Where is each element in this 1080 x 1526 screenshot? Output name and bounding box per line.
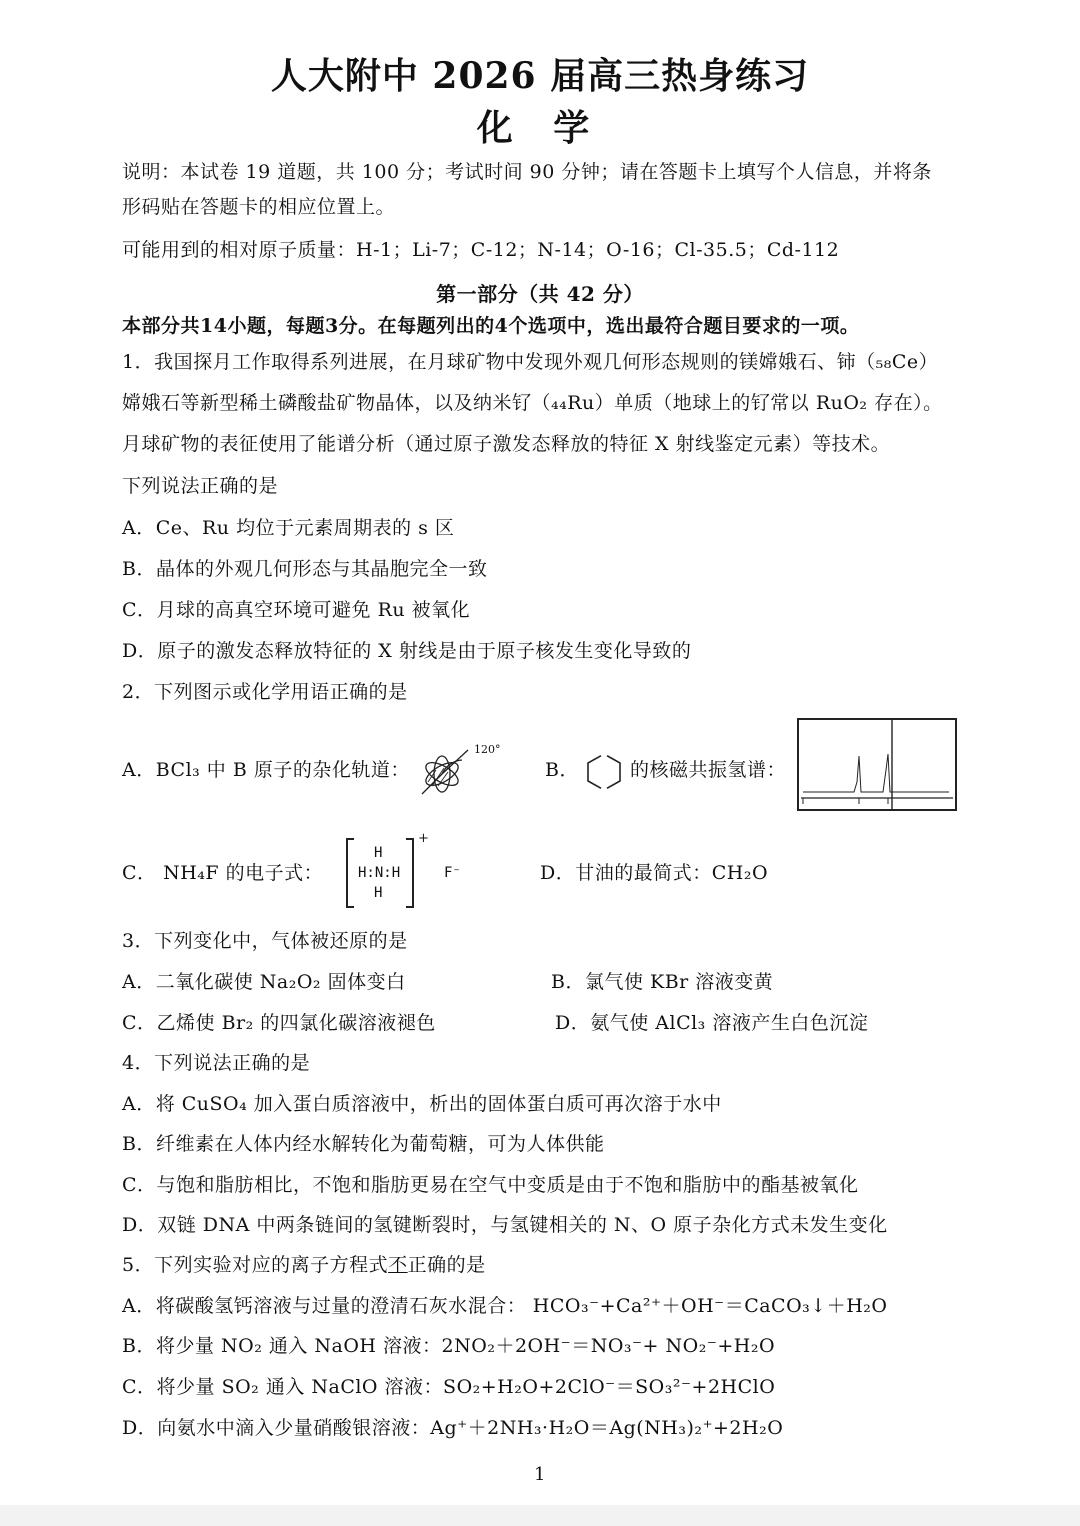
q3-option-a: A．二氧化碳使 Na₂O₂ 固体变白 (122, 971, 406, 993)
part-heading: 第一部分（共 42 分） (436, 282, 644, 306)
q3-option-d: D．氨气使 AlCl₃ 溶液产生白色沉淀 (555, 1012, 869, 1034)
q5-option-c: C．将少量 SO₂ 通入 NaClO 溶液：SO₂+H₂O+2ClO⁻＝SO₃²⁻+2HClO (122, 1376, 776, 1398)
scan-bottom-edge (0, 1505, 1080, 1526)
electron-formula-charge: + (418, 831, 429, 846)
q3-stem: 3．下列变化中，气体被还原的是 (122, 930, 408, 952)
q4-option-d: D．双链 DNA 中两条链间的氢键断裂时，与氢键相关的 N、O 原子杂化方式未发生变化 (122, 1214, 888, 1236)
q5-stem-negation: 不 (388, 1254, 408, 1276)
q4-stem: 4．下列说法正确的是 (122, 1052, 311, 1074)
instructions-line-2: 形码贴在答题卡的相应位置上。 (122, 196, 396, 218)
q1-option-b: B．晶体的外观几何形态与其晶胞完全一致 (122, 558, 488, 580)
subject-title: 化 学 (476, 107, 604, 149)
part-intro: 本部分共14小题，每题3分。在每题列出的4个选项中，选出最符合题目要求的一项。 (122, 315, 860, 337)
electron-formula-fluoride: F⁻ (444, 865, 461, 881)
q1-option-a: A．Ce、Ru 均位于元素周期表的 s 区 (122, 517, 455, 539)
q1-option-d: D．原子的激发态释放特征的 X 射线是由于原子核发生变化导致的 (122, 640, 692, 662)
right-bracket (406, 838, 414, 908)
exam-title: 人大附中 2026 届高三热身练习 (270, 55, 810, 97)
q5-option-d: D．向氨水中滴入少量硝酸银溶液：Ag⁺＋2NH₃·H₂O＝Ag(NH₃)₂⁺+2H₂O (122, 1417, 784, 1439)
q5-option-a: A．将碳酸氢钙溶液与过量的澄清石灰水混合： HCO₃⁻+Ca²⁺＋OH⁻＝CaCO₃↓＋H₂O (122, 1295, 888, 1317)
electron-formula-h-bottom: H (374, 885, 383, 901)
q5-stem-start: 5．下列实验对应的离子方程式 (122, 1254, 389, 1276)
q2-option-c: C． NH₄F 的电子式： (122, 862, 324, 884)
q1-stem-line-4: 下列说法正确的是 (122, 475, 279, 497)
nmr-spectrum-figure (797, 718, 957, 811)
orbital-angle-label: 120° (474, 743, 501, 756)
left-bracket (346, 838, 354, 908)
atomic-masses: 可能用到的相对原子质量：H-1；Li-7；C-12；N-14；O-16；Cl-35.5；Cd-112 (122, 239, 840, 261)
q2-stem: 2．下列图示或化学用语正确的是 (122, 681, 408, 703)
q1-stem-line-1: 1．我国探月工作取得系列进展，在月球矿物中发现外观几何形态规则的镁嫦娥石、铈（₅₈Ce） (122, 351, 939, 373)
q5-stem (122, 1256, 486, 1275)
q4-option-c: C．与饱和脂肪相比，不饱和脂肪更易在空气中变质是由于不饱和脂肪中的酯基被氧化 (122, 1174, 859, 1196)
dioxane-ring-structure (582, 750, 626, 794)
q2-option-b-text: 的核磁共振氢谱： (630, 759, 787, 781)
q5-option-b: B．将少量 NO₂ 通入 NaOH 溶液：2NO₂＋2OH⁻＝NO₃⁻+ NO₂⁻+H₂O (122, 1335, 776, 1357)
q5-stem-end: 正确的是 (407, 1254, 486, 1276)
q4-option-b: B．纤维素在人体内经水解转化为葡萄糖，可为人体供能 (122, 1133, 605, 1155)
q2-option-b-letter: B． (545, 759, 579, 781)
q2-option-d: D．甘油的最简式：CH₂O (540, 862, 769, 884)
page-number: 1 (534, 1464, 546, 1485)
q1-option-c: C．月球的高真空环境可避免 Ru 被氧化 (122, 599, 471, 621)
q3-option-b: B．氯气使 KBr 溶液变黄 (551, 971, 774, 993)
electron-formula-middle: H:N:H (358, 865, 401, 881)
instructions-line-1: 说明：本试卷 19 道题，共 100 分；考试时间 90 分钟；请在答题卡上填写个人信息，并将条 (122, 161, 932, 183)
q1-stem-line-3: 月球矿物的表征使用了能谱分析（通过原子激发态释放的特征 X 射线鉴定元素）等技术。 (122, 433, 891, 455)
q1-stem-line-2: 嫦娥石等新型稀土磷酸盐矿物晶体，以及纳米钌（₄₄Ru）单质（地球上的钌常以 RuO₂ 存在）。 (122, 392, 943, 414)
electron-formula-h-top: H (374, 845, 383, 861)
q3-option-c: C．乙烯使 Br₂ 的四氯化碳溶液褪色 (122, 1012, 436, 1034)
q2-option-a: A．BCl₃ 中 B 原子的杂化轨道： (122, 759, 410, 781)
q4-option-a: A．将 CuSO₄ 加入蛋白质溶液中，析出的固体蛋白质可再次溶于水中 (122, 1093, 722, 1115)
